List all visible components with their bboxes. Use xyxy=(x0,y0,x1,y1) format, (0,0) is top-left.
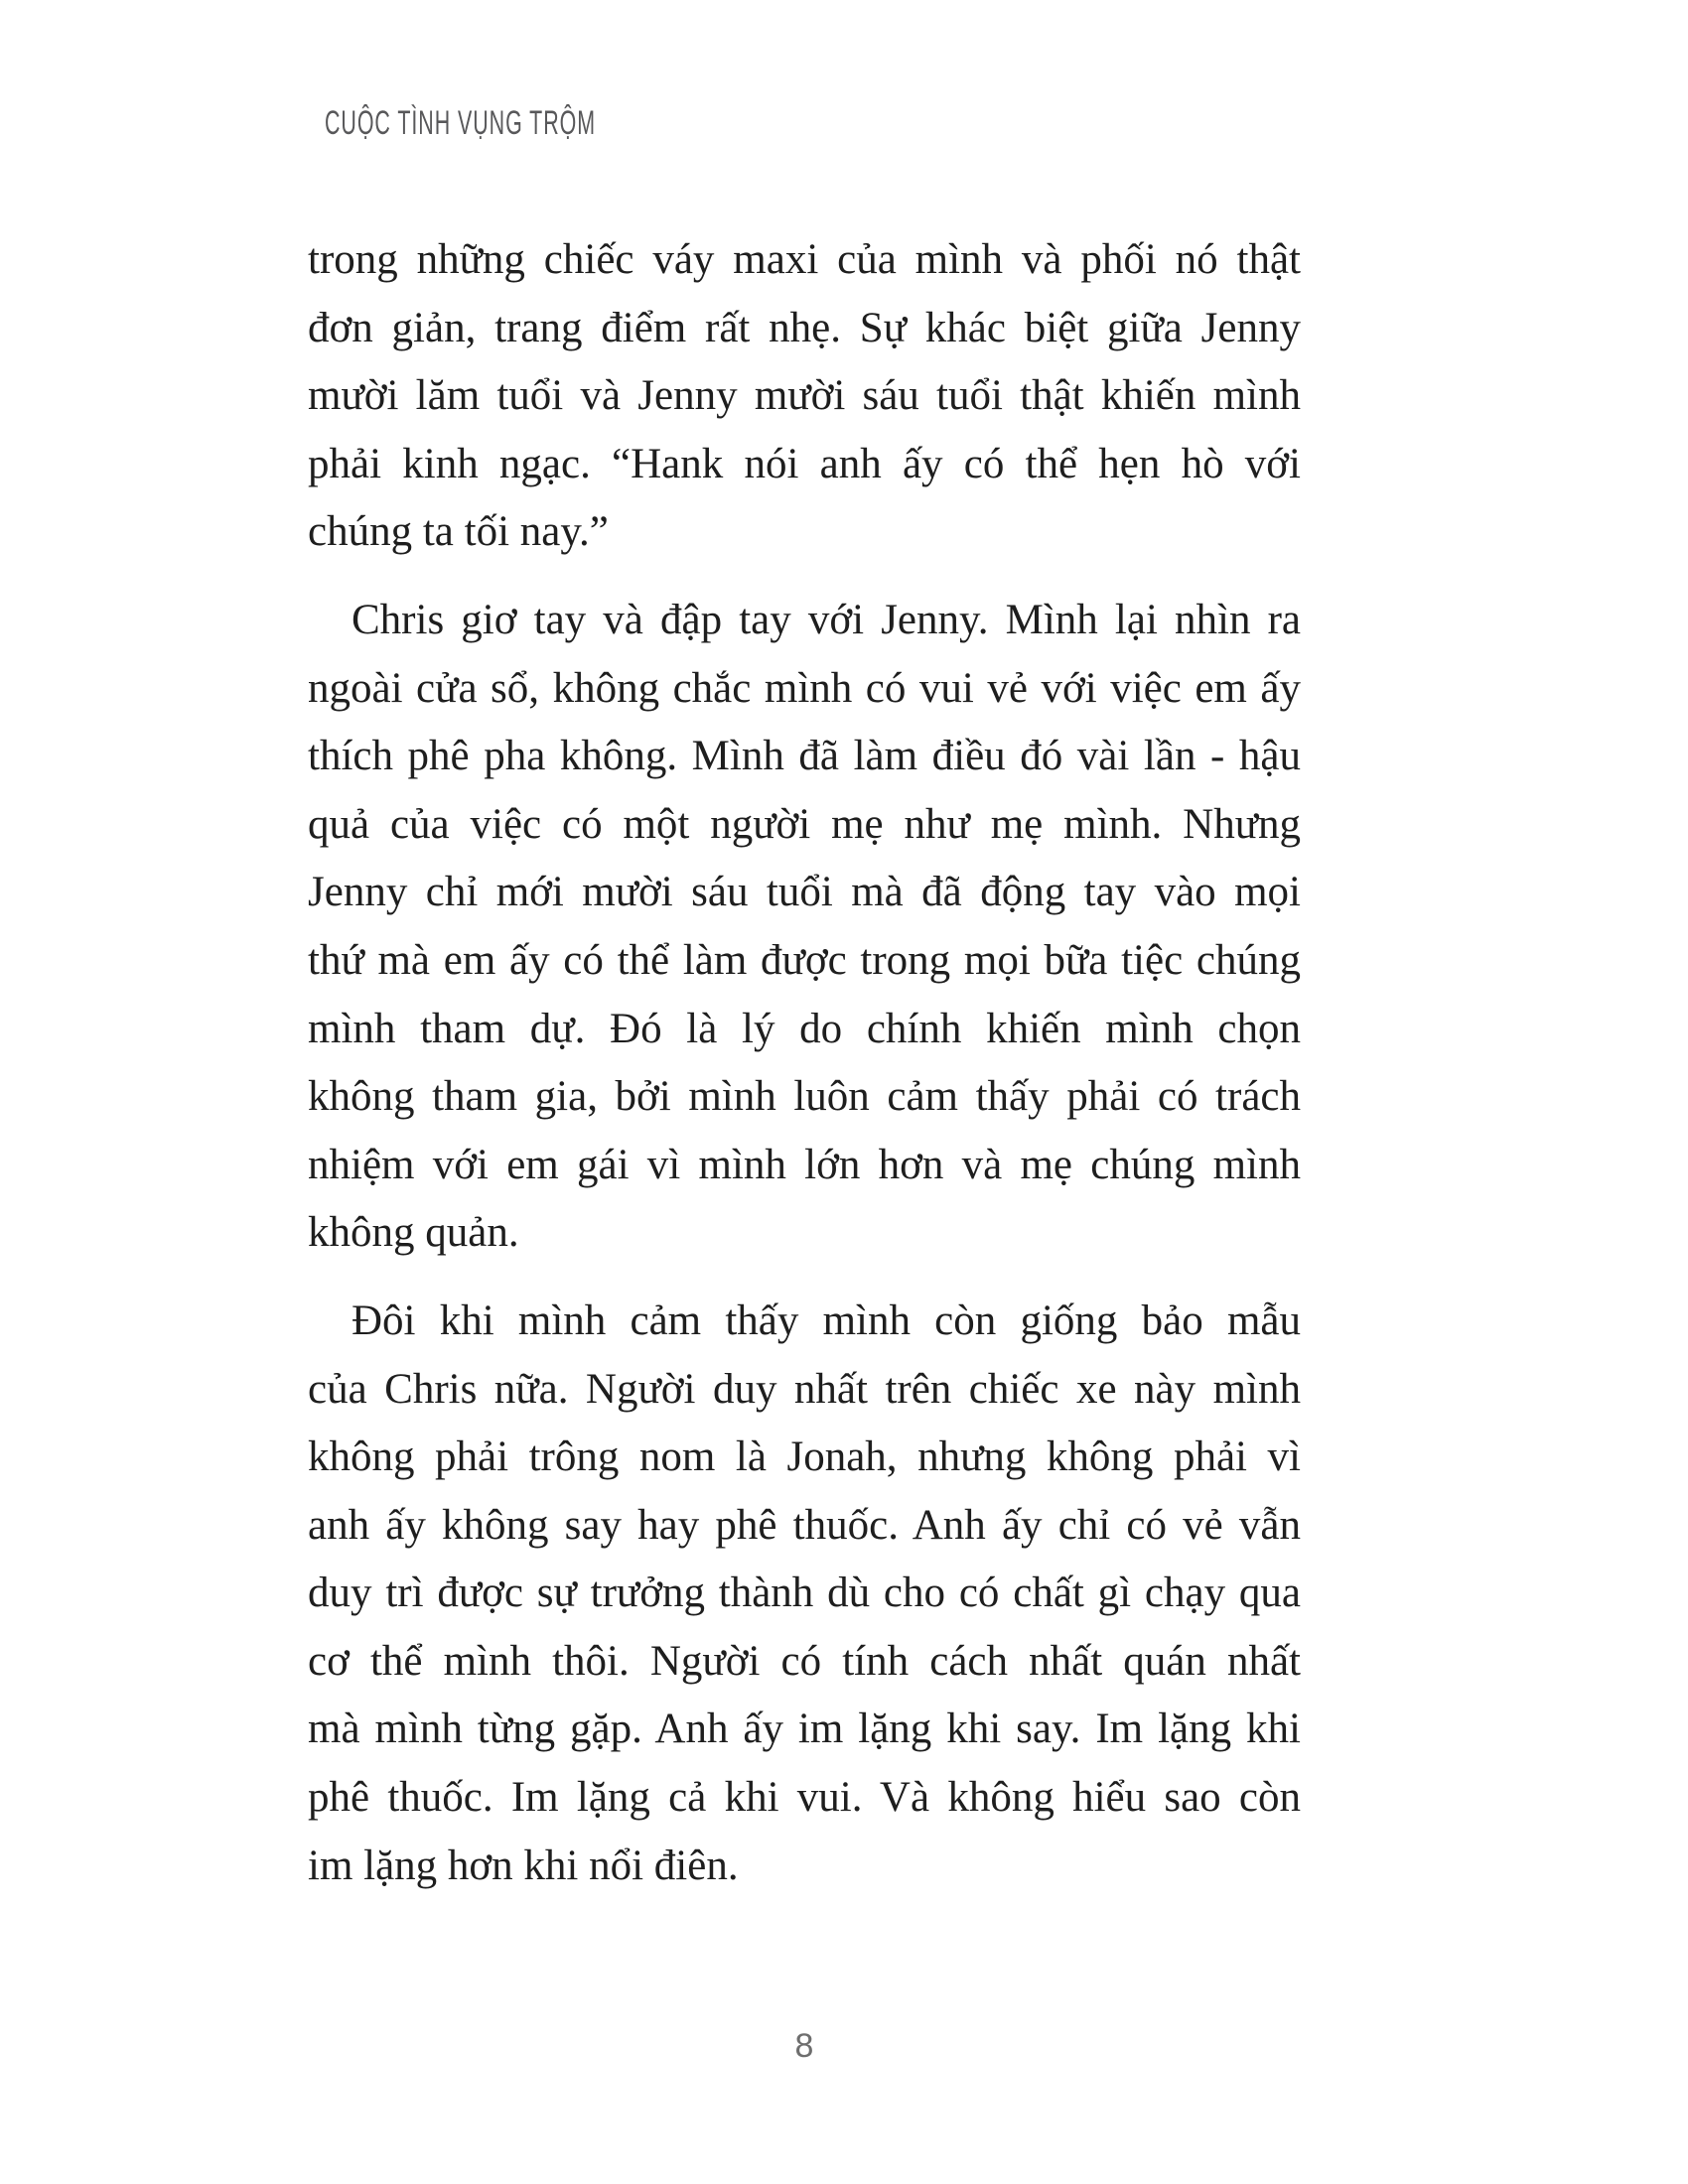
body-text xyxy=(308,226,1301,1900)
text-line: im lặng hơn khi nổi điên. xyxy=(308,1842,739,1889)
text-line: thích phê pha không. Mình đã làm điều đó vài lần - hậu xyxy=(308,733,1301,780)
text-line: duy trì được sự trưởng thành dù cho có chất gì chạy qua xyxy=(308,1570,1301,1617)
text-line: phải kinh ngạc. “Hank nói anh ấy có thể hẹn hò với xyxy=(308,440,1301,487)
text-line: không phải trông nom là Jonah, nhưng không phải vì xyxy=(308,1433,1301,1481)
text-line: nhiệm với em gái vì mình lớn hơn và mẹ chúng mình xyxy=(308,1141,1301,1188)
text-line: mà mình từng gặp. Anh ấy im lặng khi say. Im lặng khi xyxy=(308,1706,1301,1753)
paragraph xyxy=(308,1288,1301,1900)
text-line: chúng ta tối nay.” xyxy=(308,508,609,556)
text-line: cơ thể mình thôi. Người có tính cách nhất quán nhất xyxy=(308,1637,1301,1685)
text-line: trong những chiếc váy maxi của mình và phối nó thật xyxy=(308,236,1301,283)
page-footer xyxy=(308,2027,1301,2066)
text-line: Đôi khi mình cảm thấy mình còn giống bảo mẫu xyxy=(352,1297,1301,1344)
running-header-title: CUỘC TÌNH VỤNG TRỘM xyxy=(325,104,597,142)
text-line: thứ mà em ấy có thể làm được trong mọi bữa tiệc chúng xyxy=(308,936,1301,984)
text-line: anh ấy không say hay phê thuốc. Anh ấy chỉ có vẻ vẫn xyxy=(308,1501,1301,1549)
text-line: mình tham dự. Đó là lý do chính khiến mình chọn xyxy=(308,1005,1301,1052)
text-line: Chris giơ tay và đập tay với Jenny. Mình lại nhìn ra xyxy=(352,596,1301,643)
text-line: quả của việc có một người mẹ như mẹ mình. Nhưng xyxy=(308,800,1301,848)
text-line: đơn giản, trang điểm rất nhẹ. Sự khác biệt giữa Jenny xyxy=(308,304,1301,351)
text-line: không quản. xyxy=(308,1209,519,1257)
text-line: không tham gia, bởi mình luôn cảm thấy phải có trách xyxy=(308,1073,1301,1121)
text-line: của Chris nữa. Người duy nhất trên chiếc xe này mình xyxy=(308,1365,1301,1413)
paragraph xyxy=(308,226,1301,567)
text-line: phê thuốc. Im lặng cả khi vui. Và không hiểu sao còn xyxy=(308,1774,1301,1822)
text-line: mười lăm tuổi và Jenny mười sáu tuổi thật khiến mình xyxy=(308,372,1301,420)
paragraph xyxy=(308,587,1301,1268)
text-line: Jenny chỉ mới mười sáu tuổi mà đã động tay vào mọi xyxy=(308,869,1301,916)
text-line: ngoài cửa sổ, không chắc mình có vui vẻ với việc em ấy xyxy=(308,664,1301,712)
page-number: 8 xyxy=(794,2027,814,2065)
